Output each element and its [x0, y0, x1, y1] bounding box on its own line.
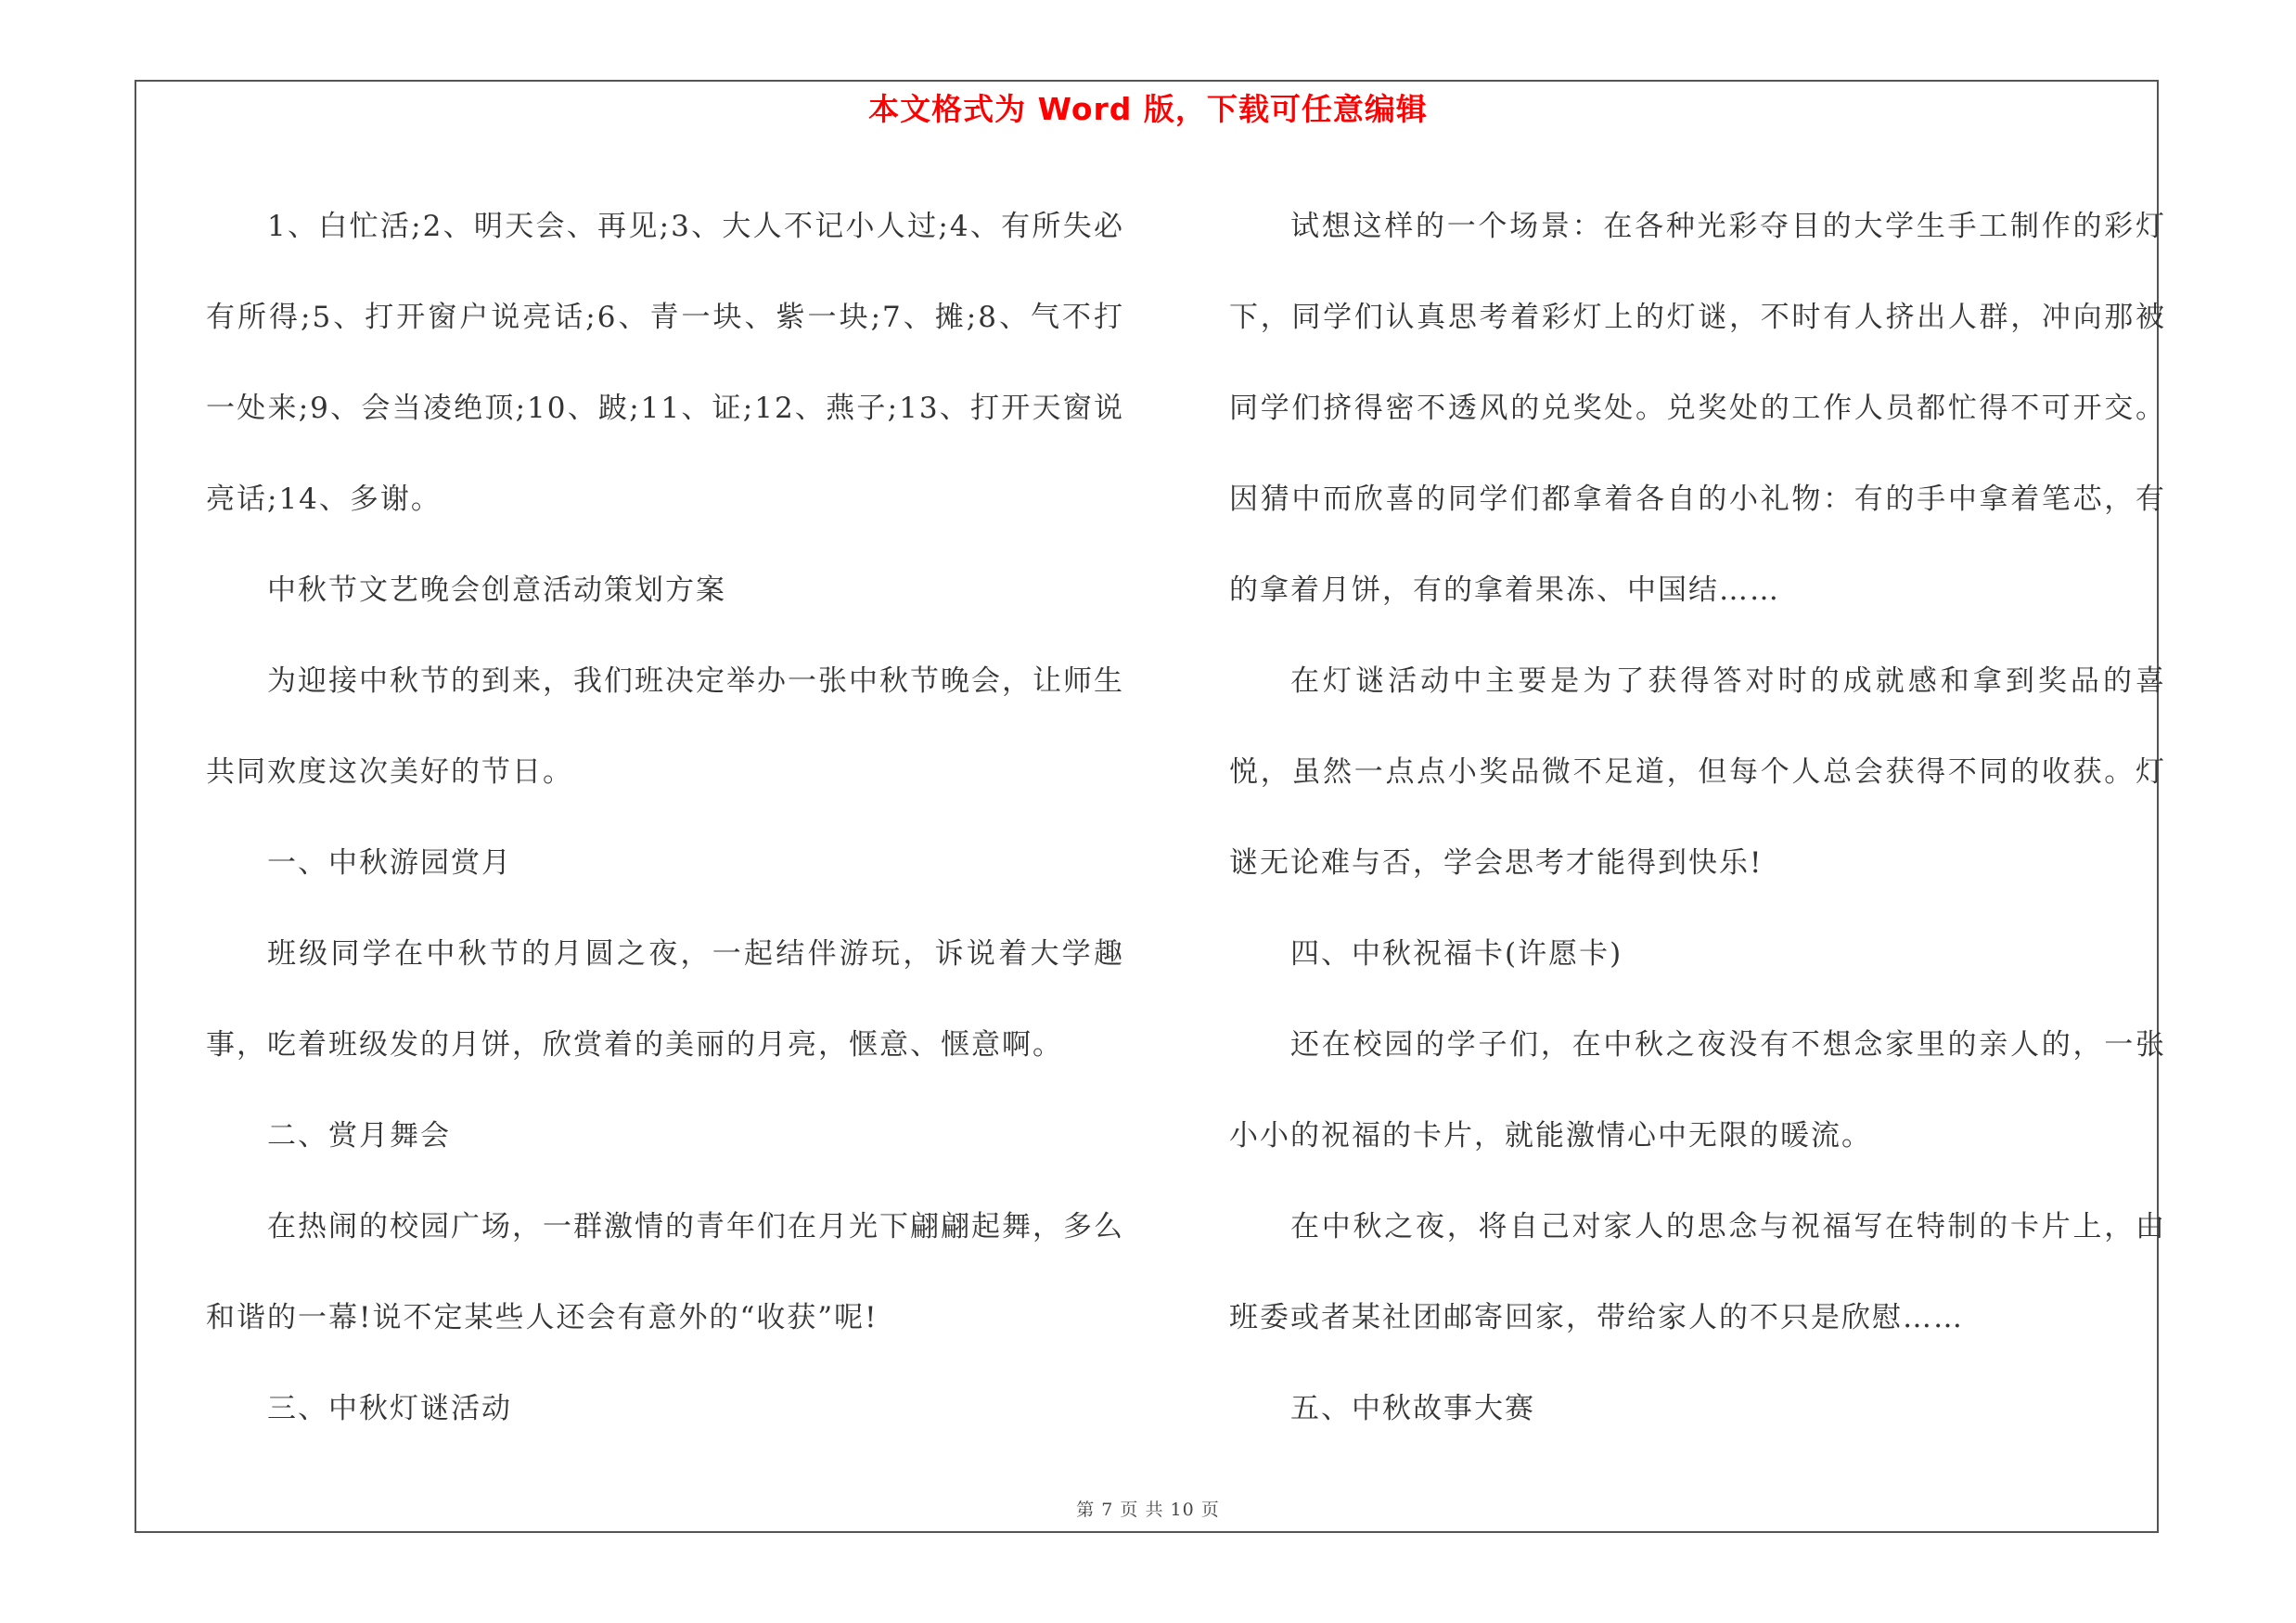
section-heading: 四、中秋祝福卡(许愿卡) — [1290, 937, 1623, 971]
paragraph: 在中秋之夜，将自己对家人的思念与祝福写在特制的卡片上，由班委或者某社团邮寄回家，带给家人的不只是欣慰…… — [1229, 1210, 2166, 1334]
paragraph: 还在校园的学子们，在中秋之夜没有不想念家里的亲人的，一张小小的祝福的卡片，就能激情心中无限的暖流。 — [1229, 1028, 2166, 1153]
section-heading: 一、中秋游园赏月 — [267, 846, 512, 880]
paragraph: 班级同学在中秋节的月圆之夜，一起结伴游玩，诉说着大学趣事，吃着班级发的月饼，欣赏着的美丽的月亮，惬意、惬意啊。 — [206, 937, 1124, 1062]
paragraph: 在灯谜活动中主要是为了获得答对时的成就感和拿到奖品的喜悦，虽然一点点小奖品微不足道，但每个人总会获得不同的收获。灯谜无论难与否，学会思考才能得到快乐! — [1229, 664, 2166, 880]
section-heading: 二、赏月舞会 — [267, 1119, 451, 1153]
paragraph: 为迎接中秋节的到来，我们班决定举办一张中秋节晚会，让师生共同欢度这次美好的节日。 — [206, 664, 1124, 789]
paragraph: 试想这样的一个场景：在各种光彩夺目的大学生手工制作的彩灯下，同学们认真思考着彩灯上的灯谜，不时有人挤出人群，冲向那被同学们挤得密不透风的兑奖处。兑奖处的工作人员都忙得不可开交。因猜中而欣喜的同学们都拿着各自的小礼物：有的手中拿着笔芯，有的拿着月饼，有的拿着果冻、中国结…… — [1229, 210, 2166, 607]
right-column — [1229, 181, 2166, 1454]
section-heading: 三、中秋灯谜活动 — [267, 1392, 512, 1425]
left-column — [206, 181, 1124, 1454]
paragraph: 1、白忙活;2、明天会、再见;3、大人不记小人过;4、有所失必有所得;5、打开窗户说亮话;6、青一块、紫一块;7、摊;8、气不打一处来;9、会当凌绝顶;10、跛;11、证;12、燕子;13、打开天窗说亮话;14、多谢。 — [206, 210, 1124, 516]
section-title: 中秋节文艺晚会创意活动策划方案 — [267, 573, 726, 607]
section-heading: 五、中秋故事大赛 — [1290, 1392, 1535, 1425]
paragraph: 在热闹的校园广场，一群激情的青年们在月光下翩翩起舞，多么和谐的一幕!说不定某些人还会有意外的“收获”呢! — [206, 1210, 1124, 1334]
format-banner: 本文格式为 Word 版，下载可任意编辑 — [868, 91, 1428, 127]
page-number-footer: 第 7 页 共 10 页 — [1076, 1500, 1220, 1520]
